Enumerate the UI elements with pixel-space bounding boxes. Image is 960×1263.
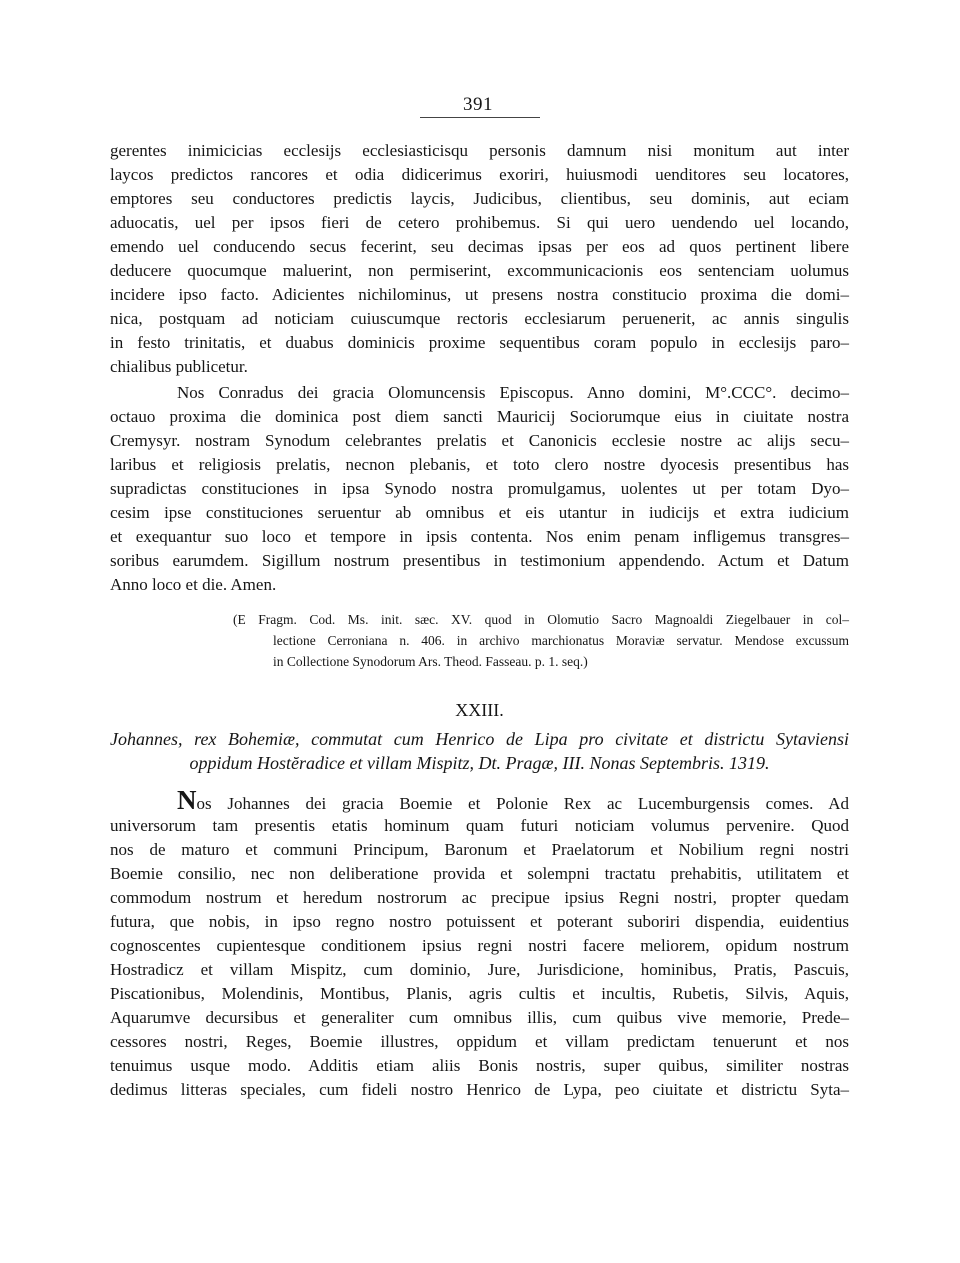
- text-line: chialibus publicetur.: [110, 357, 248, 376]
- note-line: lectione Cerroniana n. 406. in archivo marchionatus Moraviæ servatur. Mendose excussum: [273, 633, 849, 648]
- text-line: nos de maturo et communi Principum, Baronum et Praelatorum et Nobilium regni nostri: [110, 840, 849, 859]
- note-line: (E Fragm. Cod. Ms. init. sæc. XV. quod in Olomutio Sacro Magnoaldi Ziegelbauer in col–: [233, 612, 849, 627]
- text-line: cognoscentes cupientesque conditionem ipsius regni nostri facere meliorem, opidum nostrum: [110, 936, 849, 955]
- source-note: [233, 609, 849, 672]
- text-line: nica, postquam ad noticiam cuiuscumque rectoris ecclesiarum peruenerit, ac annis singulis: [110, 309, 849, 328]
- text-line: soribus earumdem. Sigillum nostrum presentibus in testimonium appendendo. Actum et Datum: [110, 551, 849, 570]
- page-number: 391: [463, 94, 493, 115]
- text-line: Hostradicz et villam Mispitz, cum dominio, Jure, Jurisdicione, hominibus, Pratis, Pascuis,: [110, 960, 849, 979]
- text-line: Cremysyr. nostram Synodum celebrantes prelatis et Canonicis ecclesie nostre ac alijs secu–: [110, 431, 849, 450]
- text-line: Aquarumve decursibus et generaliter cum omnibus illis, cum quibus vive memorie, Prede–: [110, 1008, 849, 1027]
- text-line: Nos Conradus dei gracia Olomuncensis Episcopus. Anno domini, M°.CCC°. decimo–: [177, 383, 849, 402]
- text-line: cessores nostri, Reges, Boemie illustres, oppidum et villam predictam tenuerunt et nos: [110, 1032, 849, 1051]
- text-line: Piscationibus, Molendinis, Montibus, Planis, agris cultis et incultis, Rubetis, Silvis, Aquis,: [110, 984, 849, 1003]
- text-line-first: [110, 785, 849, 815]
- heading-line: oppidum Hostĕradice et villam Mispitz, Dt. Pragæ, III. Nonas Septembris. 1319.: [189, 753, 770, 773]
- first-line-text: os Johannes dei gracia Boemie et Polonie Rex ac Lucemburgensis comes. Ad: [196, 794, 849, 813]
- text-line: commodum nostrum et heredum nostrorum ac precipue ipsius Regni nostri, propter quedam: [110, 888, 849, 907]
- text-line: deducere quocumque maluerint, non permiserint, excommunicacionis eos sentenciam uolumus: [110, 261, 849, 280]
- text-line: laribus et religiosis prelatis, necnon plebanis, et toto clero nostre dyocesis presentibus has: [110, 455, 849, 474]
- text-line: gerentes inimicicias ecclesijs ecclesiasticisqu personis damnum nisi monitum aut inter: [110, 141, 849, 160]
- paragraph-3: [110, 785, 849, 1102]
- text-line: laycos predictos rancores et odia didicerimus exoriri, huiusmodi uenditores seu locatores,: [110, 165, 849, 184]
- text-line: octauo proxima die dominica post diem sancti Mauricij Sociorumque eius in ciuitate nostra: [110, 407, 849, 426]
- paragraph-1: [110, 139, 849, 379]
- drop-cap: N: [177, 785, 197, 815]
- text-line: et exequantur suo loco et tempore in ipsis contenta. Nos enim penam infligemus transgres–: [110, 527, 849, 546]
- paragraph-2: [110, 381, 849, 597]
- text-line: supradictas constituciones in ipsa Synodo nostra promulgamus, uolentes ut per totam Dyo–: [110, 479, 849, 498]
- text-line: futura, que nobis, in ipso regno nostro potuissent et poterant suboriri dispendia, euidentius: [110, 912, 849, 931]
- text-line: in festo trinitatis, et duabus dominicis proxime sequentibus coram populo in ecclesijs paro–: [110, 333, 849, 352]
- text-line: Anno loco et die. Amen.: [110, 575, 277, 594]
- text-line: cesim ipse constituciones seruentur ab omnibus et eis utantur in iudicijs et extra iudicium: [110, 503, 849, 522]
- document-number: XXIII.: [455, 700, 504, 720]
- note-line: in Collectione Synodorum Ars. Theod. Fasseau. p. 1. seq.): [273, 654, 588, 669]
- text-line: emendo uel conducendo secus fecerint, seu decimas ipsas per eos ad quos pertinent libere: [110, 237, 849, 256]
- text-line: incidere ipso facto. Adicientes nichilominus, ut presens nostra constitucio proxima die domi–: [110, 285, 849, 304]
- text-line: Boemie consilio, nec non deliberatione provida et solempni tractatu prehabitis, utilitatem et: [110, 864, 849, 883]
- text-line: emptores seu conductores predictis laycis, Judicibus, clientibus, seu dominis, aut eciam: [110, 189, 849, 208]
- text-line: tenuimus usque modo. Additis etiam aliis Bonis nostris, super quibus, similiter nostras: [110, 1056, 849, 1075]
- document-heading: [110, 727, 849, 775]
- page-number-rule: [420, 117, 540, 118]
- text-line: universorum tam presentis etatis hominum quam futuri noticiam volumus pervenire. Quod: [110, 816, 849, 835]
- heading-line: Johannes, rex Bohemiæ, commutat cum Henrico de Lipa pro civitate et districtu Sytaviensi: [110, 729, 849, 749]
- text-line: aduocatis, uel per ipsos fieri de cetero prohibemus. Si qui uero uendendo uel locando,: [110, 213, 849, 232]
- text-line: dedimus litteras speciales, cum fideli nostro Henrico de Lypa, peo ciuitate et districtu Syta–: [110, 1080, 849, 1099]
